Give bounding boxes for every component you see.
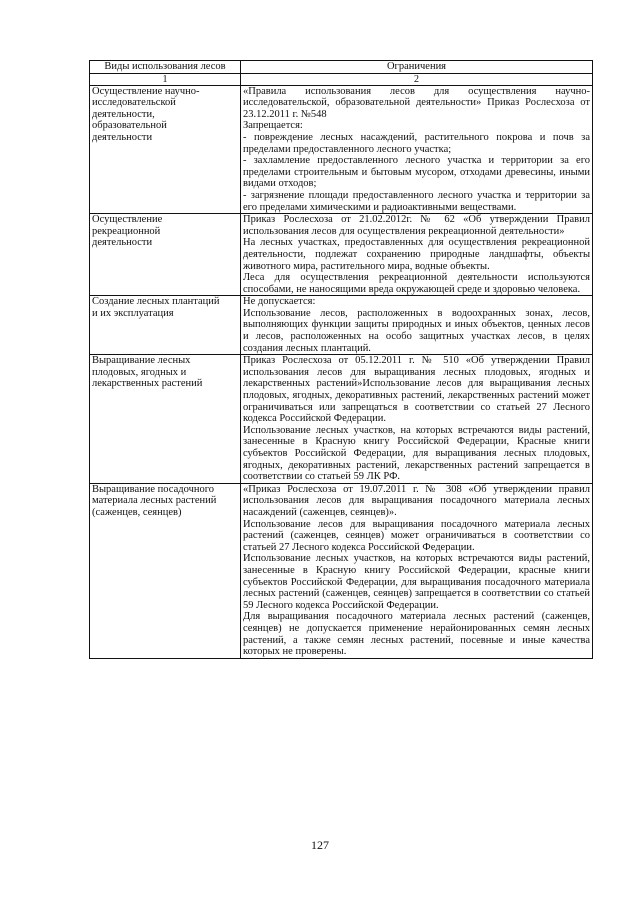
restriction-paragraph: Использование лесных участков, на которых встречаются виды растений, занесенные в Красную книгу Российской Федерации, красные книги субъектов Российской Федерации, для выращивания посадочного материала лесных растений (саженцев, сеянцев) запрещается в соответствии со статьей 59 Лесного кодекса Российской Федерации. [243, 553, 590, 611]
usage-type-cell [90, 355, 241, 484]
usage-type-line: исследовательской [92, 97, 176, 109]
usage-type-line: Создание лесных плантаций [92, 296, 220, 308]
usage-type-line: рекреационной [92, 225, 161, 237]
column-number-2: 2 [241, 73, 593, 85]
table-row [90, 355, 593, 484]
column-number-1: 1 [90, 73, 241, 85]
usage-type-cell [90, 214, 241, 296]
restriction-paragraph: Использование лесных участков, на которых встречаются виды растений, занесенные в Красную книгу Российской Федерации, Красные книги субъектов Российской Федерации, для выращивания лесных плодовых, ягодных, декоративных растений, лекарственных растений запрещается в соответствии со статьей 59 ЛК РФ. [243, 424, 590, 483]
page-number: 127 [311, 838, 329, 852]
usage-type-line: лекарственных растений [92, 378, 203, 390]
table-header-row [90, 61, 593, 74]
table-row [90, 85, 593, 214]
restriction-paragraph: - загрязнение площади предоставленного лесного участка и территории за его пределами химическими и радиоактивными веществами. [243, 189, 590, 213]
restrictions-table [89, 60, 593, 659]
usage-type-line: (саженцев, сеянцев) [92, 506, 182, 518]
restriction-paragraph: «Приказ Рослесхоза от 19.07.2011 г. № 308 «Об утверждении правил использования лесов для выращивания посадочного материала лесных насаждений (саженцев, сеянцев)». [243, 483, 590, 518]
usage-type-cell [90, 483, 241, 658]
usage-type-cell [90, 296, 241, 355]
usage-type-line: материала лесных растений [92, 495, 217, 507]
restriction-paragraph: Приказ Рослесхоза от 05.12.2011 г. № 510 «Об утверждении Правил использования лесов для выращивания лесных плодовых, ягодных и лекарственных растений»Использование лесов для выращивания лесных плодовых, ягодных, декоративных растений, лекарственных растений может ограничиваться или запрещаться в соответствии со статьей 27 Лесного кодекса Российской Федерации. [243, 355, 590, 425]
restriction-cell [241, 85, 593, 214]
usage-type-line: Осуществление научно- [92, 85, 200, 97]
restriction-paragraph: Использование лесов для выращивания посадочного материала лесных растений (саженцев, сеянцев) может ограничиваться в соответствии со статьей 27 Лесного кодекса Российской Федерации. [243, 518, 590, 553]
table-row [90, 296, 593, 355]
restriction-paragraph: Приказ Рослесхоза от 21.02.2012г. № 62 «Об утверждении Правил использования лесов для осуществления рекреационной деятельности» [243, 214, 590, 237]
header-restrictions: Ограничения [241, 61, 593, 74]
usage-type-line: Осуществление [92, 214, 163, 226]
table-row [90, 214, 593, 296]
restriction-paragraph: Для выращивания посадочного материала лесных растений (саженцев, сеянцев) не допускается применение нерайонированных семян лесных растений, а также семян лесных растений, посевные и иные качества которых не проверены. [243, 611, 590, 658]
restriction-paragraph: Запрещается: [243, 120, 303, 132]
restriction-paragraph: На лесных участках, предоставленных для осуществления рекреационной деятельности, подлежат сохранению природные ландшафты, объекты животного мира, растительного мира, водные объекты. [243, 237, 590, 272]
usage-type-line: образовательной [92, 120, 167, 132]
table-body [90, 85, 593, 658]
usage-type-line: Выращивание лесных [92, 355, 191, 367]
usage-type-line: деятельности, [92, 108, 155, 120]
usage-type-cell [90, 85, 241, 214]
usage-type-line: и их эксплуатация [92, 307, 174, 319]
restriction-paragraph: «Правила использования лесов для осуществления научно-исследовательской, образовательной деятельности» Приказ Рослесхоза от 23.12.2011 г. №548 [243, 85, 590, 120]
usage-type-line: деятельности [92, 131, 153, 143]
restriction-paragraph: Леса для осуществления рекреационной деятельности используются способами, не наносящими вреда окружающей среде и здоровью человека. [243, 272, 590, 295]
restriction-paragraph: Использование лесов, расположенных в водоохранных зонах, лесов, выполняющих функции защиты природных и иных объектов, ценных лесов и лесов, расположенных на особо защитных участках лесов, в целях создания лесных плантаций. [243, 307, 590, 354]
column-number-row [90, 73, 593, 85]
restriction-cell [241, 296, 593, 355]
restriction-paragraph: Не допускается: [243, 296, 316, 308]
restriction-paragraph: - захламление предоставленного лесного участка и территории за его пределами строительным и бытовым мусором, отходами древесины, иными видами отходов; [243, 155, 590, 190]
restriction-cell [241, 483, 593, 658]
usage-type-line: деятельности [92, 237, 153, 249]
restriction-paragraph: - повреждение лесных насаждений, растительного покрова и почв за пределами предоставленного лесного участка; [243, 131, 590, 155]
usage-type-line: Выращивание посадочного [92, 483, 215, 495]
table-row [90, 483, 593, 658]
usage-type-line: плодовых, ягодных и [92, 366, 187, 378]
restriction-cell [241, 355, 593, 484]
header-usage-types: Виды использования лесов [90, 61, 241, 74]
restriction-cell [241, 214, 593, 296]
